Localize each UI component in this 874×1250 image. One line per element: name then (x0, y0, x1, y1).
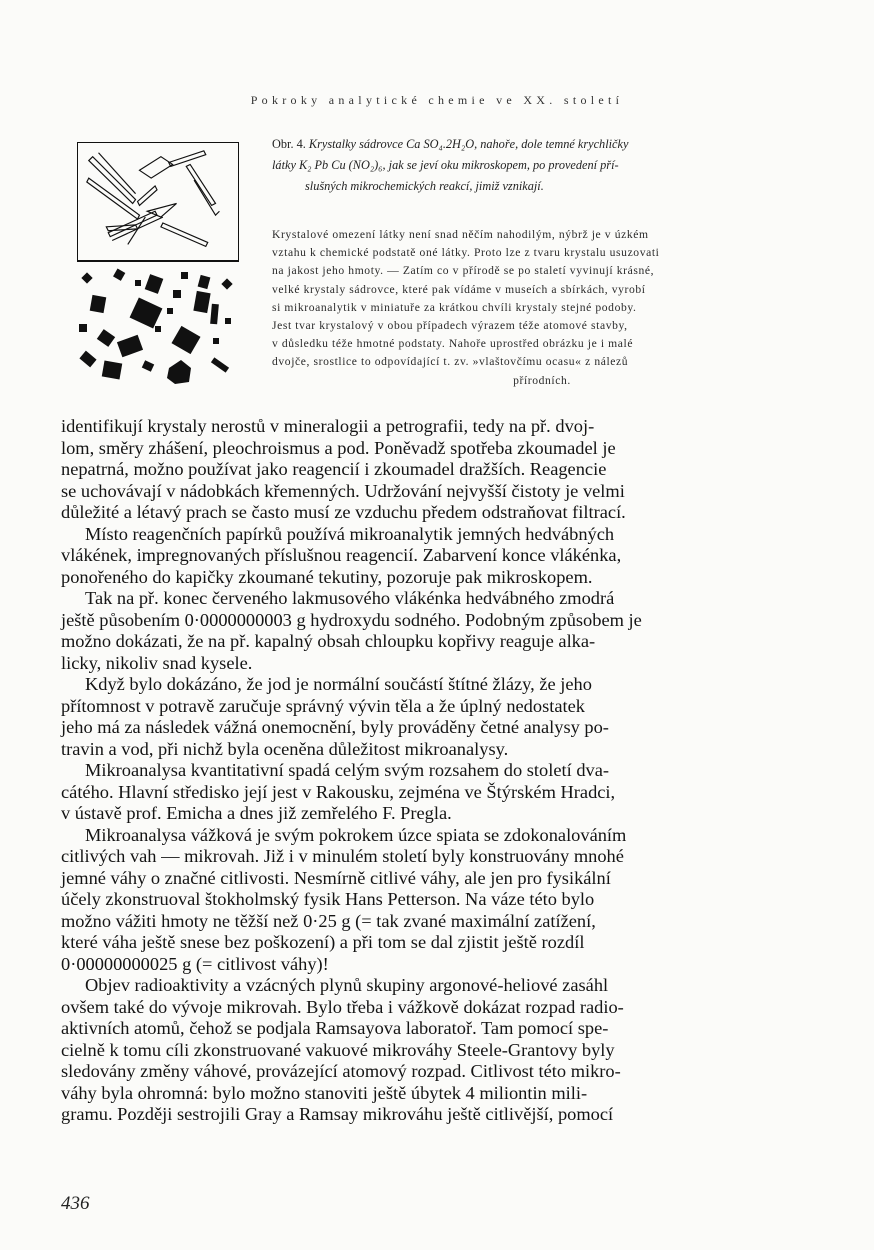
dark-cubes-illustration (77, 262, 239, 396)
side-paragraph-line: si mikroanalytik v miniatuře za krátkou chvíli krystaly stejné podoby. (272, 300, 637, 314)
caption-text: Krystalky sádrovce Ca SO₄.2H₂O, nahoře, dole temné krychličky (308, 137, 629, 151)
body-line: Když bylo dokázáno, že jod je normální součástí štítné žlázy, že jeho (85, 674, 592, 694)
body-line: Objev radioaktivity a vzácných plynů skupiny argonové-heliové zasáhl (85, 975, 609, 995)
body-line: možno vážiti hmoty ne těžší než 0·25 g (= tak zvané maximální zatížení, (61, 910, 596, 931)
body-line: ponořeného do kapičky zkoumané tekutiny, pozoruje pak mikroskopem. (61, 566, 593, 587)
body-line: identifikují krystaly nerostů v mineralogii a petrografii, tedy na př. dvoj- (61, 416, 595, 436)
body-line: Mikroanalysa vážková je svým pokrokem úzce spiata se zdokonalováním (85, 824, 627, 845)
body-line: jeho má za následek vážná onemocnění, byly prováděny četné analysy po- (61, 717, 609, 737)
caption-line (272, 134, 812, 155)
body-line: vlákének, impregnovaných příslušnou reagencií. Zabarvení konce vlákénka, (61, 545, 622, 565)
body-line: Místo reagenčních papírků používá mikroanalytik jemných hedvábných (85, 523, 615, 544)
body-line: které váha ještě snese bez poškození) a při tom se dal zjistit ještě rozdíl (61, 932, 585, 952)
side-paragraph-line: dvojče, srostlice to odpovídající t. zv. »vlaštovčímu ocasu« z nálezů (272, 355, 629, 369)
side-paragraph-line: v důsledku téže hmotné podstaty. Nahoře uprostřed obrázku je i malé (272, 337, 634, 351)
crystal-figure (77, 142, 239, 396)
body-line: jemné váhy o značné citlivosti. Nesmírně citlivé váhy, ale jen pro fysikální (61, 867, 611, 888)
body-line: se uchovávají v nádobkách křemenných. Udržování nejvyšší čistoty je velmi (61, 480, 625, 501)
side-paragraph-line: vztahu k chemické podstatě oné látky. Proto lze z tvaru krystalu usuzovati (272, 246, 660, 260)
body-line: nepatrná, možno používat jako reagencií i zkoumadel dražších. Reagencie (61, 459, 607, 479)
side-paragraph-line: přírodních. (513, 373, 571, 387)
body-line: cátého. Hlavní středisko její jest v Rakousku, zejména ve Štýrském Hradci, (61, 781, 616, 802)
caption-line: slušných mikrochemických reakcí, jimiž vznikají. (305, 179, 544, 193)
body-line: travin a vod, při nichž byla oceněna důležitost mikroanalysy. (61, 738, 509, 759)
body-line: možno dokázati, že na př. kapalný obsah chloupku kopřivy reaguje alka- (61, 631, 596, 651)
body-line: 0·00000000025 g (= citlivost váhy)! (61, 953, 329, 974)
body-line: v ústavě prof. Emicha a dnes již zemřelého F. Pregla. (61, 803, 452, 823)
side-paragraph-line: na jakost jeho hmoty. — Zatím co v přírodě se po staletí vyvinují krásné, (272, 264, 655, 278)
body-line: licky, nikoliv snad kysele. (61, 652, 253, 673)
body-line: sledovány změny váhové, provázející atomový rozpad. Citlivost této mikro- (61, 1061, 621, 1081)
body-line: váhy byla ohromná: bylo možno stanoviti ještě úbytek 4 miliontin mili- (61, 1082, 588, 1103)
body-line: aktivních atomů, čehož se podjala Ramsayova laboratoř. Tam pomocí spe- (61, 1018, 609, 1038)
body-line: ovšem také do vývoje mikrovah. Bylo třeba i vážkově dokázat rozpad radio- (61, 996, 624, 1017)
body-line: Tak na př. konec červeného lakmusového vlákénka hedvábného zmodrá (85, 588, 615, 608)
body-line: citlivých vah — mikrovah. Již i v minulém století byly konstruovány mnohé (61, 846, 624, 866)
body-line: účely zkonstruoval štokholmský fysik Hans Petterson. Na váze této bylo (61, 889, 595, 909)
body-line: ještě působením 0·0000000003 g hydroxydu sodného. Podobným způsobem je (61, 609, 642, 630)
side-paragraph-line: velké krystaly sádrovce, které pak vídáme v museích a sbírkách, vyrobí (272, 282, 646, 296)
body-line: Mikroanalysa kvantitativní spadá celým svým rozsahem do století dva- (85, 760, 610, 780)
caption-line: látky K₂ Pb Cu (NO₂)₆, jak se jeví oku mikroskopem, po provedení pří- (272, 158, 619, 172)
side-paragraph-line: Jest tvar krystalový v obou případech výrazem téže atomové stavby, (272, 319, 628, 333)
caption-label: Obr. 4. (272, 137, 309, 151)
body-line: lom, směry zhášení, pleochroismus a pod. Poněvadž spotřeba zkoumadel je (61, 437, 616, 458)
body-line: gramu. Později sestrojili Gray a Ramsay mikrováhu ještě citlivější, pomocí (61, 1104, 614, 1124)
figure-side-paragraph (272, 226, 812, 390)
main-body-text (61, 416, 814, 1126)
page-number: 436 (61, 1193, 90, 1214)
body-line: přítomnost v potravě zaručuje správný vývin těla a že úplný nedostatek (61, 695, 585, 716)
side-paragraph-line: Krystalové omezení látky není snad něčím nahodilým, nýbrž je v úzkém (272, 228, 649, 241)
body-line: důležité a létavý prach se často musí ze vzduchu předem odstraňovat filtrací. (61, 502, 626, 522)
gypsum-crystals-illustration (77, 142, 239, 262)
body-line: cielně k tomu cíli zkonstruované vakuové mikrováhy Steele-Grantovy byly (61, 1039, 615, 1060)
running-head: Pokroky analytické chemie ve XX. století (250, 93, 624, 107)
figure-caption (272, 134, 812, 197)
